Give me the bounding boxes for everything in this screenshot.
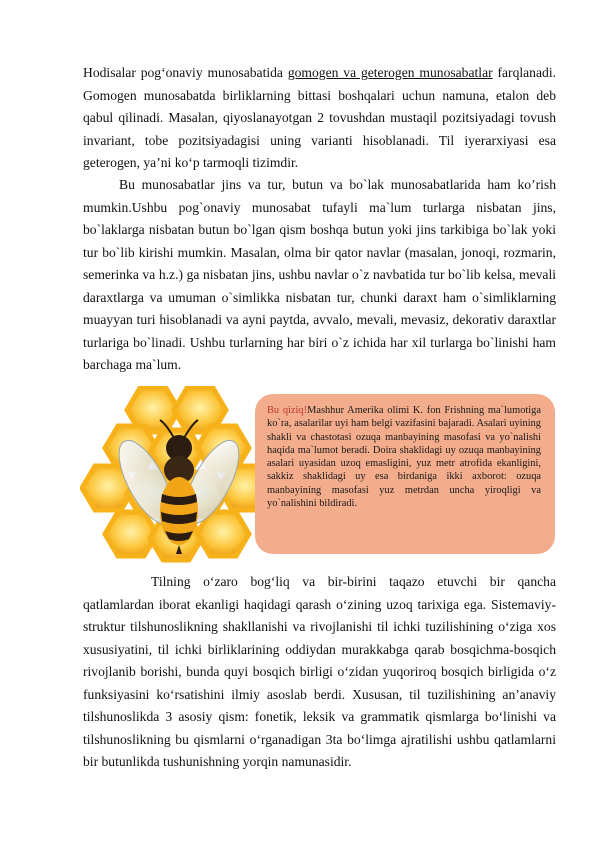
paragraph-2: Bu munosabatlar jins va tur, butun va bo`lak munosabatlarida ham ko’rish mumkin.Ushbu pog`onaviy munosabat tufayli ma`lum turlarga nisbatan jins, bo`laklarga nisbatan butun bo`lgan qism boshqa butun yoki jins tarkibiga bo`lak yoki tur bo`lib kirishi mumkin. Masalan, olma bir qator navlar (masalan, jonoqi, rozmarin, semerinka va h.z.) ga nisbatan jins, ushbu navlar o`z navbatida tur bo`lib kelsa, mevali daraxtlarga va umuman o`simlikka nisbatan tur, chunki daraxt ham o`simliklarning muayyan turi hisoblanadi va ayni paytda, avvalo, mevali, mevasiz, dekorativ daraxtlar turlariga bo`linadi. Ushbu turlarning har biri o`z ichida har xil turlarga bo`linishi ham barchaga ma`lum. (83, 177, 556, 372)
info-figure (80, 386, 560, 566)
paragraph-3: Tilning o‘zaro bog‘liq va bir-birini taqazo etuvchi bir qancha qatlamlardan iborat ekanligi haqidagi qarash o‘zining uzoq tarixiga ega. Sistemaviy-struktur tilshunoslikning shakllanishi va rivojlanishi til ichki tuzilishining o‘ziga xos xususiyatini, til ichki birliklarining oddiydan murakkabga qarab bosqichma-bosqich rivojlanib borishi, bunda quyi bosqich birligi o‘zidan yuqoriroq bosqich birligida o‘z funksiyasini ko‘rsatishini ilmiy asoslab berdi. Xususan, til tuzilishining an’anaviy tilshunoslikda 3 asosiy qism: fonetik, leksik va grammatik qismlarga bo‘linishi va tilshunoslikning bu qismlarni o‘rganadigan 3ta bo‘limga ajratilishi ushbu qatlamlarni bir butunlikda tushunishning yorqin namunasidir. (83, 574, 556, 769)
underlined-term: gomogen va geterogen munosabatlar (287, 65, 493, 80)
fun-fact-callout (255, 394, 555, 554)
paragraph-1-start: Hodisalar pog‘onaviy munosabatida (83, 65, 288, 80)
paragraph-1 (83, 62, 556, 175)
paragraph-1-end: farqlanadi. Gomogen munosabatda birliklarning bittasi boshqalari uchun namuna, etalon deb qabul qilinadi. Masalan, qiyoslanayotgan 2 tovushdan mustaqil pozitsiyadagi tovush invariant, tobe pozitsiyadagisi uning varianti hisoblanadi. Til iyerarxiyasi esa geterogen, ya’ni ko‘p tarmoqli tizimdir. (83, 65, 556, 170)
callout-heading: Bu qiziq! (267, 405, 308, 416)
callout-body: Mashhur Amerika olimi K. fon Frishning ma`lumotiga ko`ra, asalarilar uyi ham belgi vazifasini bajaradi. Asalari uyining shakli va chastotasi ozuqa manbayining masofasi va yo`nalishi haqida ma`lumot beradi. Doira shaklidagi uy ozuqa manbayining asalari uyasidan uzoq emasligini, yuz metr atrofida ekanligini, sakkiz shaklidagi uy esa birdaniga ikki axborot: ozuqa manbayining masofasi yuz metrdan uncha yiroqligi va yo`nalishini bildiradi. (267, 405, 541, 510)
bee-honeycomb-icon (80, 386, 280, 566)
